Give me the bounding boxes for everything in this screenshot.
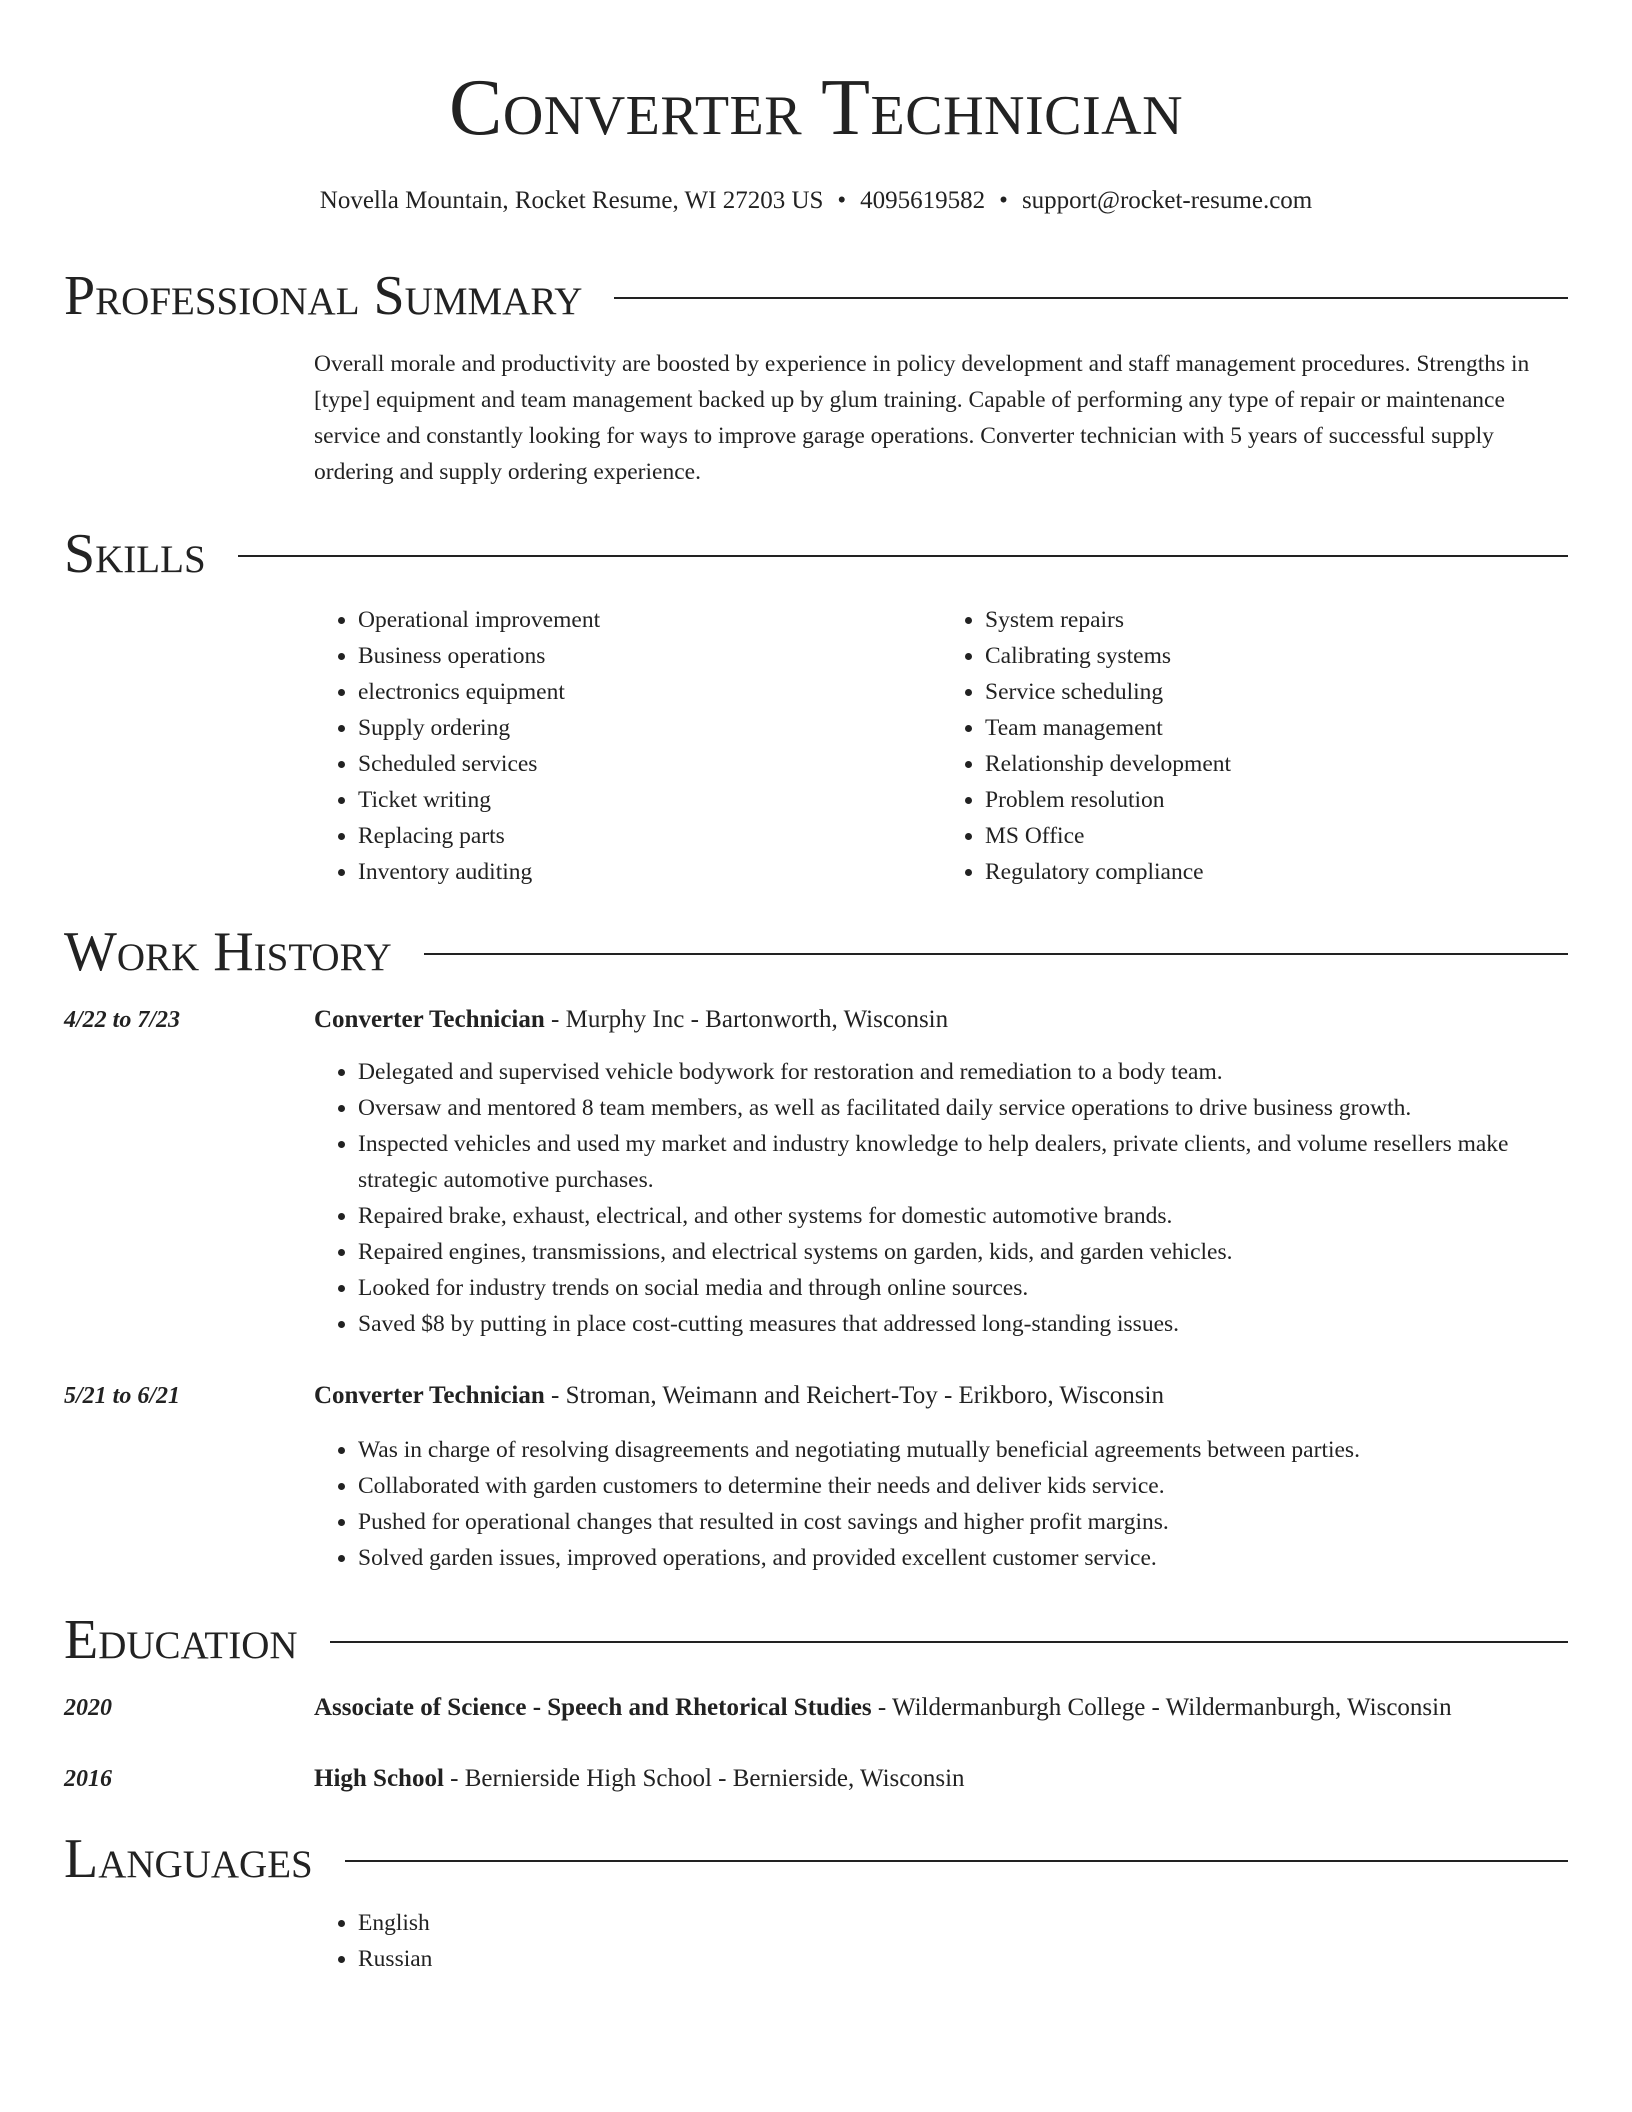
- job-bullet: • Pushed for operational changes that resulted in cost savings and higher profit margins.: [358, 1504, 1568, 1540]
- skill-item: • electronics equipment: [358, 674, 941, 710]
- skill-item: • Inventory auditing: [358, 854, 941, 890]
- skill-item: • System repairs: [985, 602, 1568, 638]
- education-school: - Wildermanburgh College - Wildermanburgh, Wisconsin: [871, 1694, 1452, 1721]
- job-date: 5/21 to 6/21: [64, 1383, 181, 1409]
- contact-email: support@rocket-resume.com: [1021, 187, 1313, 214]
- skill-item: • Calibrating systems: [985, 638, 1568, 674]
- section-divider: [424, 953, 1568, 955]
- job-bullet: • Repaired engines, transmissions, and electrical systems on garden, kids, and garden vehicles.: [358, 1234, 1568, 1270]
- job-bullets: [314, 1054, 1568, 1342]
- section-work-header: [64, 921, 1568, 983]
- job-entry: [64, 1002, 1568, 1038]
- skills-column-right: [941, 602, 1568, 890]
- job-bullet: • Oversaw and mentored 8 team members, as well as facilitated daily service operations to drive business growth.: [358, 1090, 1568, 1126]
- languages-list: [314, 1905, 1568, 1977]
- education-school: - Bernierside High School - Bernierside, Wisconsin: [443, 1765, 965, 1792]
- education-degree: Associate of Science - Speech and Rhetorical Studies: [314, 1694, 872, 1721]
- contact-separator: •: [837, 187, 847, 214]
- skill-item: • Relationship development: [985, 746, 1568, 782]
- job-bullet: • Solved garden issues, improved operations, and provided excellent customer service.: [358, 1540, 1568, 1576]
- skill-item: • Service scheduling: [985, 674, 1568, 710]
- skill-item: • Business operations: [358, 638, 941, 674]
- job-bullet: • Was in charge of resolving disagreements and negotiating mutually beneficial agreements between parties.: [358, 1432, 1568, 1468]
- education-degree: High School: [314, 1765, 444, 1792]
- job-bullet: • Repaired brake, exhaust, electrical, and other systems for domestic automotive brands.: [358, 1198, 1568, 1234]
- section-skills-header: [64, 523, 1568, 585]
- job-heading: [314, 1378, 1568, 1414]
- job-bullet: • Collaborated with garden customers to determine their needs and deliver kids service.: [358, 1468, 1568, 1504]
- summary-text: Overall morale and productivity are boosted by experience in policy development and staff management procedures. Strengths in [type] equipment and team management backed up by glum training. Capable of performing any type of repair or maintenance service and constantly looking for ways to improve garage operations. Converter technician with 5 years of successful supply ordering and supply ordering experience.: [314, 351, 1530, 485]
- contact-phone: 4095619582: [860, 187, 986, 214]
- skill-item: • Ticket writing: [358, 782, 941, 818]
- education-heading: [314, 1690, 1568, 1726]
- education-heading: [314, 1761, 1568, 1797]
- section-divider: [345, 1860, 1568, 1862]
- section-languages-title: Languages: [64, 1828, 313, 1890]
- section-divider: [330, 1641, 1568, 1643]
- section-education-header: [64, 1609, 1568, 1671]
- language-item: • Russian: [358, 1941, 1568, 1977]
- job-entry: [64, 1378, 1568, 1414]
- section-work-title: Work History: [64, 921, 392, 983]
- education-entry: [64, 1690, 1568, 1726]
- job-date: 4/22 to 7/23: [64, 1007, 181, 1033]
- skills-column-left: [314, 602, 941, 890]
- education-date: 2016: [64, 1766, 112, 1792]
- skill-item: • Supply ordering: [358, 710, 941, 746]
- education-date: 2020: [64, 1695, 112, 1721]
- candidate-name: Converter Technician: [448, 64, 1184, 152]
- job-bullet: • Inspected vehicles and used my market and industry knowledge to help dealers, private clients, and volume resellers make strategic automotive purchases.: [358, 1126, 1568, 1198]
- section-divider: [614, 297, 1568, 299]
- job-employer: - Stroman, Weimann and Reichert-Toy - Erikboro, Wisconsin: [544, 1382, 1164, 1409]
- skill-item: • Scheduled services: [358, 746, 941, 782]
- skill-item: • Regulatory compliance: [985, 854, 1568, 890]
- skill-item: • Operational improvement: [358, 602, 941, 638]
- skill-item: • Problem resolution: [985, 782, 1568, 818]
- contact-line: [64, 186, 1568, 216]
- skill-item: • MS Office: [985, 818, 1568, 854]
- job-heading: [314, 1002, 1568, 1038]
- skills-list: [314, 602, 1568, 890]
- skill-item: • Team management: [985, 710, 1568, 746]
- language-item: • English: [358, 1905, 1568, 1941]
- contact-separator: •: [999, 187, 1008, 214]
- job-title: Converter Technician: [314, 1006, 545, 1033]
- section-skills-title: Skills: [64, 523, 206, 585]
- education-entry: [64, 1761, 1568, 1797]
- section-education-title: Education: [64, 1609, 298, 1671]
- contact-address: Novella Mountain, Rocket Resume, WI 27203 US: [319, 187, 824, 214]
- section-summary-header: [64, 265, 1568, 327]
- section-languages-header: [64, 1828, 1568, 1890]
- job-bullet: • Saved $8 by putting in place cost-cutting measures that addressed long-standing issues.: [358, 1306, 1568, 1342]
- section-divider: [238, 555, 1568, 557]
- job-employer: - Murphy Inc - Bartonworth, Wisconsin: [544, 1006, 949, 1033]
- skill-item: • Replacing parts: [358, 818, 941, 854]
- job-bullet: • Delegated and supervised vehicle bodywork for restoration and remediation to a body team.: [358, 1054, 1568, 1090]
- job-title: Converter Technician: [314, 1382, 545, 1409]
- job-bullet: • Looked for industry trends on social media and through online sources.: [358, 1270, 1568, 1306]
- section-summary-title: Professional Summary: [64, 265, 583, 327]
- job-bullets: [314, 1432, 1568, 1576]
